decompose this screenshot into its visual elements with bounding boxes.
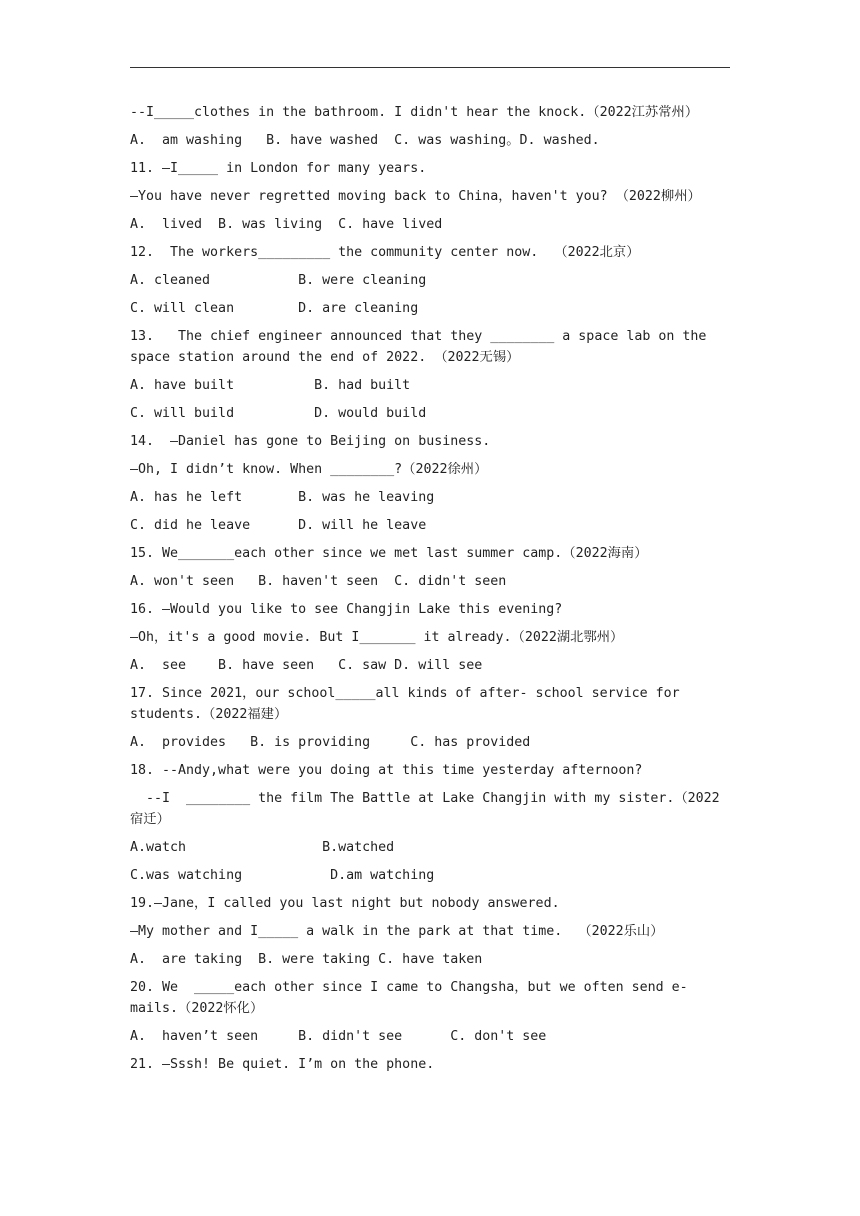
options-line: C. will build D. would build [130,406,427,421]
question-18: 18. --Andy,what were you doing at this time yesterday afternoon? [130,763,643,778]
options-line: A. have built B. had built [130,378,411,393]
header-rule [130,67,730,68]
text-line: —Oh，it's a good movie. But I_______ it already.（2022湖北鄂州） [130,630,624,645]
options-line: A.watch B.watched [130,840,395,855]
options-line: A. lived B. was living C. have lived [130,217,443,232]
question-17: 17. Since 2021，our school_____all kinds of after- school service for students.（2022福建） [130,686,688,722]
question-12: 12. The workers_________ the community center now. （2022北京） [130,245,640,260]
options-line: A. are taking B. were taking C. have taken [130,952,483,967]
options-line: A. has he left B. was he leaving [130,490,435,505]
options-line: A. provides B. is providing C. has provided [130,735,531,750]
options-line: C. will clean D. are cleaning [130,301,419,316]
text-line: --I ________ the film The Battle at Lake Changjin with my sister.（2022宿迁） [130,791,720,827]
options-line: C.was watching D.am watching [130,868,435,883]
options-line: C. did he leave D. will he leave [130,518,427,533]
question-11: 11. —I_____ in London for many years. [130,161,427,176]
question-20: 20. We _____each other since I came to Changsha，but we often send e-mails.（2022怀化） [130,980,688,1016]
text-line: —Oh, I didn’t know. When ________?（2022徐州） [130,462,488,477]
document-body [130,102,730,1082]
options-line: A. haven’t seen B. didn't see C. don't see [130,1029,547,1044]
question-16: 16. —Would you like to see Changjin Lake this evening? [130,602,563,617]
question-21: 21. —Sssh! Be quiet. I’m on the phone. [130,1057,435,1072]
options-line: A. see B. have seen C. saw D. will see [130,658,483,673]
options-line: A. won't seen B. haven't seen C. didn't seen [130,574,507,589]
text-line: —My mother and I_____ a walk in the park at that time. （2022乐山） [130,924,664,939]
text-line: —You have never regretted moving back to China，haven't you? （2022柳州） [130,189,701,204]
text-line: --I_____clothes in the bathroom. I didn't hear the knock.（2022江苏常州） [130,105,699,120]
options-line: A. cleaned B. were cleaning [130,273,427,288]
question-19: 19.—Jane，I called you last night but nobody answered. [130,896,560,911]
options-line: A. am washing B. have washed C. was washing。D. washed. [130,133,600,148]
question-14: 14. —Daniel has gone to Beijing on business. [130,434,491,449]
question-13: 13. The chief engineer announced that they ________ a space lab on the space station around the end of 2022. （2022无锡） [130,329,715,365]
question-15: 15. We_______each other since we met last summer camp.（2022海南） [130,546,648,561]
